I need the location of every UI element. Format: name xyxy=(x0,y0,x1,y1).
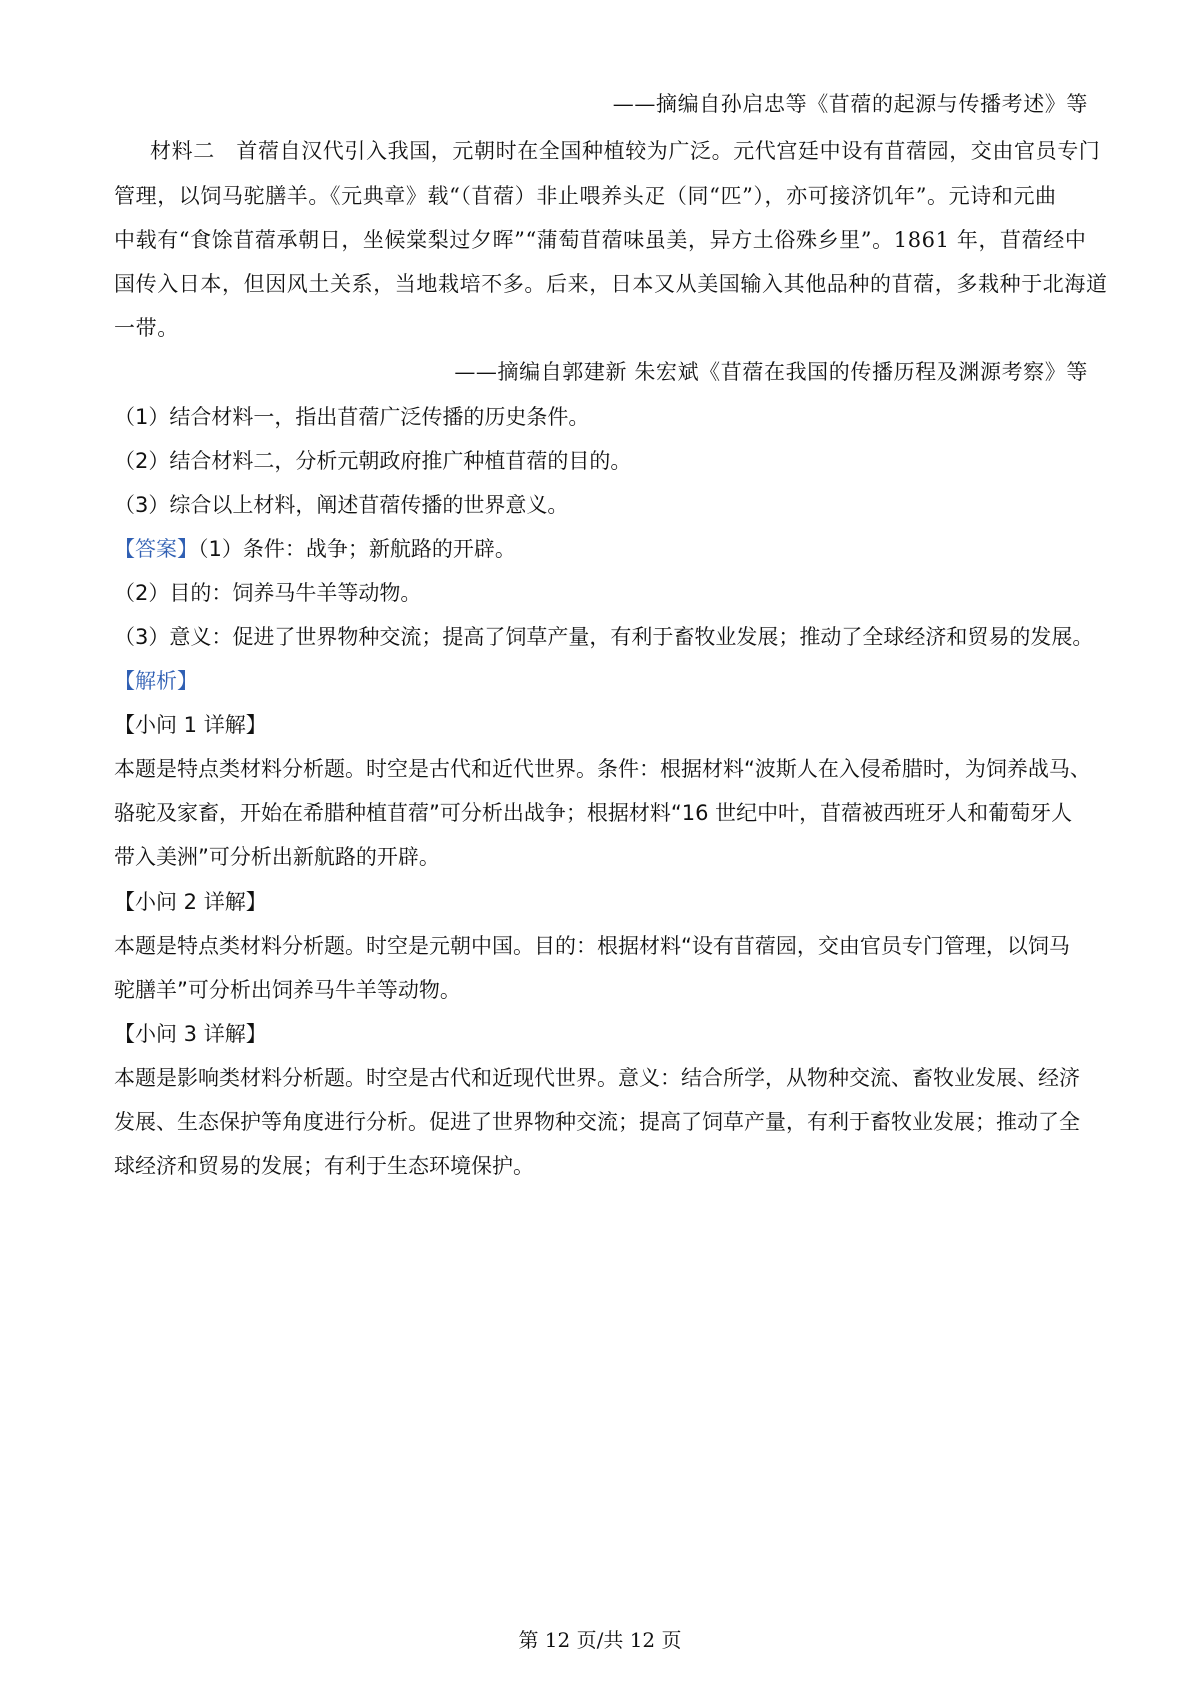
analysis-tag-line xyxy=(0,661,1200,701)
question-line xyxy=(0,441,1200,481)
analysis-line xyxy=(0,1102,1200,1142)
question-1: （1）结合材料一，指出苜蓿广泛传播的历史条件。 xyxy=(114,405,590,429)
material-two-line xyxy=(0,264,1200,304)
sub-question-2-heading: 【小问 2 详解】 xyxy=(114,890,267,914)
question-line xyxy=(0,485,1200,525)
analysis-text: 球经济和贸易的发展；有利于生态环境保护。 xyxy=(114,1154,534,1178)
material-two-line xyxy=(0,176,1200,216)
material-two-text: 管理，以饲马驼膳羊。《元典章》载“（苜蓿）非止喂养头疋（同“匹”），亦可接济饥年”。元诗和元曲 xyxy=(114,184,1057,208)
analysis-line xyxy=(0,793,1200,833)
material-two-text: 中载有“食馀苜蓿承朝日，坐候棠梨过夕晖”“蒲萄苜蓿味虽美，异方土俗殊乡里”。1861 年，苜蓿经中 xyxy=(114,228,1087,252)
material-two-citation: ——摘编自郭建新 朱宏斌《苜蓿在我国的传播历程及渊源考察》等 xyxy=(454,360,1088,384)
material-two-line xyxy=(0,308,1200,348)
analysis-line xyxy=(0,837,1200,877)
answer-first-line xyxy=(114,529,516,569)
answer-tag: 【答案】 xyxy=(114,537,198,561)
answer-text: （2）目的：饲养马牛羊等动物。 xyxy=(114,581,422,605)
sub-question-1-heading: 【小问 1 详解】 xyxy=(114,713,267,737)
material-one-citation-line xyxy=(0,84,1200,124)
analysis-text: 本题是影响类材料分析题。时空是古代和近现代世界。意义：结合所学，从物种交流、畜牧业发展、经济 xyxy=(114,1066,1080,1090)
analysis-line xyxy=(0,926,1200,966)
material-one-citation: ——摘编自孙启忠等《苜蓿的起源与传播考述》等 xyxy=(612,92,1088,116)
question-3: （3）综合以上材料，阐述苜蓿传播的世界意义。 xyxy=(114,493,569,517)
analysis-text: 发展、生态保护等角度进行分析。促进了世界物种交流；提高了饲草产量，有利于畜牧业发展；推动了全 xyxy=(114,1110,1080,1134)
sub-question-heading-line xyxy=(0,705,1200,745)
material-two-text: 一带。 xyxy=(114,316,179,340)
analysis-tag: 【解析】 xyxy=(114,669,198,693)
analysis-line xyxy=(0,1058,1200,1098)
question-line xyxy=(0,397,1200,437)
answer-line xyxy=(0,529,1200,569)
analysis-text: 本题是特点类材料分析题。时空是元朝中国。目的：根据材料“设有苜蓿园，交由官员专门管理，以饲马 xyxy=(114,934,1070,958)
page-number: 第 12 页/共 12 页 xyxy=(518,1628,682,1652)
answer-text: （3）意义：促进了世界物种交流；提高了饲草产量，有利于畜牧业发展；推动了全球经济和贸易的发展。 xyxy=(114,625,1094,649)
material-two-text: 国传入日本，但因风土关系，当地栽培不多。后来，日本又从美国输入其他品种的苜蓿，多栽种于北海道 xyxy=(114,272,1108,296)
answer-line xyxy=(0,617,1200,657)
analysis-line xyxy=(0,1146,1200,1186)
analysis-line xyxy=(0,749,1200,789)
analysis-text: 带入美洲”可分析出新航路的开辟。 xyxy=(114,845,440,869)
sub-question-heading-line xyxy=(0,1014,1200,1054)
material-two-line xyxy=(0,220,1200,260)
sub-question-3-heading: 【小问 3 详解】 xyxy=(114,1022,267,1046)
material-two-citation-line xyxy=(0,352,1200,392)
answer-line xyxy=(0,573,1200,613)
analysis-text: 本题是特点类材料分析题。时空是古代和近代世界。条件：根据材料“波斯人在入侵希腊时，为饲养战马、 xyxy=(114,757,1091,781)
analysis-text: 驼膳羊”可分析出饲养马牛羊等动物。 xyxy=(114,978,461,1002)
answer-text: （1）条件：战争；新航路的开辟。 xyxy=(198,537,516,561)
sub-question-heading-line xyxy=(0,882,1200,922)
analysis-text: 骆驼及家畜，开始在希腊种植苜蓿”可分析出战争；根据材料“16 世纪中叶，苜蓿被西班牙人和葡萄牙人 xyxy=(114,801,1073,825)
analysis-line xyxy=(0,970,1200,1010)
material-two-text: 材料二 首蓿自汉代引入我国，元朝时在全国种植较为广泛。元代宫廷中设有苜蓿园，交由官员专门 xyxy=(150,139,1101,163)
question-2: （2）结合材料二，分析元朝政府推广种植苜蓿的目的。 xyxy=(114,449,632,473)
material-two-line xyxy=(0,131,1200,171)
